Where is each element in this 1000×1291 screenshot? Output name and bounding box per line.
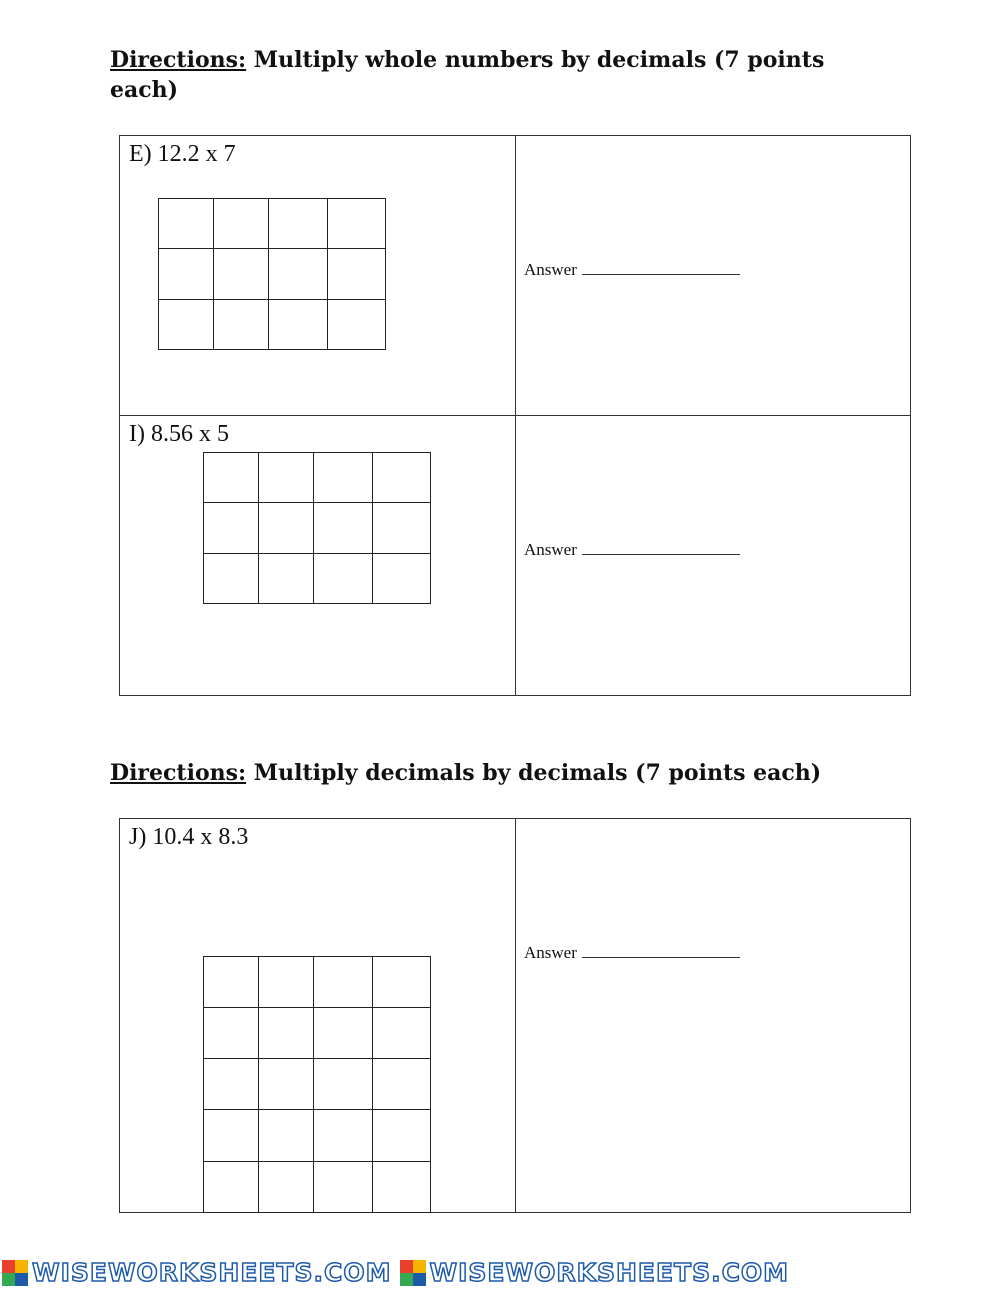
directions-text: Multiply whole numbers by decimals (7 points each) [110, 47, 825, 103]
wise-logo-icon [400, 1260, 426, 1286]
grid-cell[interactable] [314, 1008, 373, 1059]
grid-cell[interactable] [373, 503, 431, 554]
grid-cell[interactable] [328, 199, 386, 249]
directions-text: Multiply decimals by decimals (7 points each) [246, 760, 822, 786]
work-cell [120, 819, 516, 1212]
answer-field[interactable] [524, 260, 740, 280]
grid-cell[interactable] [259, 1162, 314, 1213]
grid-cell[interactable] [259, 453, 314, 503]
directions-decimal-by-decimal [110, 758, 870, 788]
work-cell [120, 416, 516, 695]
grid-cell[interactable] [269, 199, 328, 249]
grid-cell[interactable] [314, 453, 373, 503]
problem-row-j [120, 819, 910, 1212]
grid-cell[interactable] [204, 1162, 259, 1213]
grid-cell[interactable] [314, 503, 373, 554]
grid-cell[interactable] [259, 503, 314, 554]
grid-cell[interactable] [204, 1110, 259, 1162]
grid-cell[interactable] [373, 1110, 431, 1162]
grid-cell[interactable] [314, 957, 373, 1008]
grid-cell[interactable] [373, 1059, 431, 1110]
directions-lead: Directions: [110, 760, 247, 786]
grid-cell[interactable] [259, 554, 314, 604]
grid-cell[interactable] [314, 554, 373, 604]
grid-cell[interactable] [204, 554, 259, 604]
grid-cell[interactable] [259, 957, 314, 1008]
area-model-grid [203, 452, 431, 604]
grid-cell[interactable] [314, 1059, 373, 1110]
grid-cell[interactable] [159, 249, 214, 300]
directions-lead: Directions: [110, 47, 247, 73]
grid-cell[interactable] [314, 1162, 373, 1213]
grid-cell[interactable] [259, 1008, 314, 1059]
answer-cell [516, 136, 910, 416]
grid-cell[interactable] [204, 957, 259, 1008]
grid-cell[interactable] [328, 249, 386, 300]
brand-text: WISEWORKSHEETS.COM [429, 1258, 790, 1287]
answer-label: Answer [524, 540, 577, 559]
grid-cell[interactable] [269, 300, 328, 350]
problem-label: E) 12.2 x 7 [129, 141, 236, 167]
grid-cell[interactable] [204, 1059, 259, 1110]
answer-field[interactable] [524, 540, 740, 560]
answer-label: Answer [524, 943, 577, 962]
area-model-grid [158, 198, 386, 350]
brand-text: WISEWORKSHEETS.COM [32, 1258, 392, 1287]
grid-cell[interactable] [204, 453, 259, 503]
grid-cell[interactable] [373, 957, 431, 1008]
footer-watermark-banner [0, 1254, 1000, 1291]
directions-whole-by-decimal [110, 45, 830, 105]
grid-cell[interactable] [328, 300, 386, 350]
answer-field[interactable] [524, 943, 740, 963]
answer-blank-line[interactable] [582, 540, 740, 555]
grid-cell[interactable] [373, 1162, 431, 1213]
grid-cell[interactable] [214, 300, 269, 350]
grid-cell[interactable] [373, 453, 431, 503]
answer-blank-line[interactable] [582, 260, 740, 275]
grid-cell[interactable] [314, 1110, 373, 1162]
problem-row-i [120, 415, 910, 695]
grid-cell[interactable] [214, 199, 269, 249]
wise-logo-icon [2, 1260, 28, 1286]
work-cell [120, 136, 516, 416]
brand-unit [0, 1258, 392, 1287]
grid-cell[interactable] [159, 300, 214, 350]
answer-blank-line[interactable] [582, 943, 740, 958]
grid-cell[interactable] [269, 249, 328, 300]
grid-cell[interactable] [373, 1008, 431, 1059]
answer-label: Answer [524, 260, 577, 279]
problem-label: I) 8.56 x 5 [129, 421, 229, 447]
problem-label: J) 10.4 x 8.3 [129, 824, 249, 850]
grid-cell[interactable] [259, 1059, 314, 1110]
answer-cell [516, 819, 910, 1212]
grid-cell[interactable] [204, 503, 259, 554]
grid-cell[interactable] [373, 554, 431, 604]
grid-cell[interactable] [204, 1008, 259, 1059]
grid-cell[interactable] [214, 249, 269, 300]
grid-cell[interactable] [159, 199, 214, 249]
answer-cell [516, 416, 910, 695]
grid-cell[interactable] [259, 1110, 314, 1162]
problem-row-e [120, 136, 910, 416]
brand-unit [398, 1258, 790, 1287]
area-model-grid [203, 956, 431, 1213]
problem-table-1 [119, 135, 911, 696]
problem-table-2 [119, 818, 911, 1213]
